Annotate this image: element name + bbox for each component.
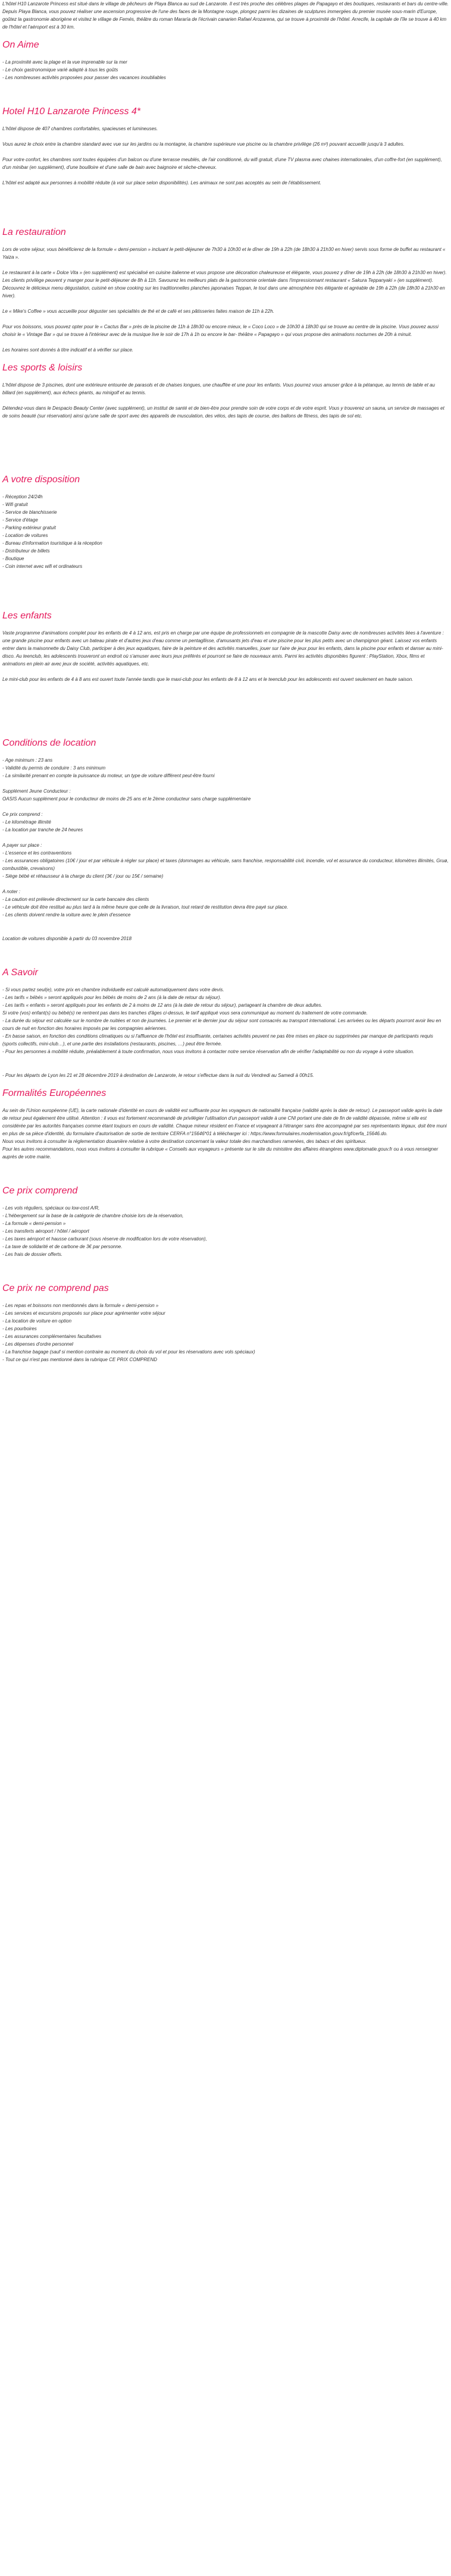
list-item: - La formule « demi-pension » [2, 1221, 66, 1226]
section-title-location: Conditions de location [2, 738, 96, 748]
list-item: - Réception 24/24h [2, 494, 43, 500]
location-group [2, 841, 449, 880]
list-item: - Parking extérieur gratuit [2, 525, 56, 530]
list-item: OASIS Aucun supplément pour le conducteur de moins de 25 ans et le 2ème conducteur sans charge supplémentaire [2, 796, 251, 802]
list-item: - Les pourboires [2, 1326, 37, 1331]
list-item: - Service de blanchisserie [2, 510, 57, 515]
location-note: Location de voitures disponible à partir du 03 novembre 2018 [2, 936, 132, 941]
list-item: A payer sur place : [2, 843, 42, 848]
paragraph: L'hôtel dispose de 407 chambres confortables, spacieuses et lumineuses. [2, 126, 158, 131]
list-item: - Wifi gratuit [2, 502, 28, 507]
paragraph: Lors de votre séjour, vous bénéficierez de la formule « demi-pension » incluant le petit-déjeuner de 7h30 à 10h30 et le dîner de 19h à 22h (de 18h30 à 21h30 en hiver) servis sous forme de buffet au restaurant « Yaiza ». [2, 247, 446, 260]
list-item: - Bureau d'information touristique à la réception [2, 541, 102, 546]
paragraph: Le « Mike's Coffee » vous accueille pour déguster ses spécialités de thé et de café et ses pâtisseries faites maison de 11h à 22h. [2, 309, 274, 314]
list-item: - Tout ce qui n'est pas mentionné dans la rubrique CE PRIX COMPREND [2, 1357, 158, 1362]
list-item: - Boutique [2, 556, 24, 561]
list-item: - Age minimum : 23 ans [2, 758, 53, 763]
list-item: Ce prix comprend : [2, 812, 43, 817]
on-aime-list [2, 58, 449, 81]
paragraph: Vous aurez le choix entre la chambre standard avec vue sur les jardins ou la montagne, la chambre supérieure vue piscine ou la chambre privilège (26 m²) pouvant accueillir jusqu'à 3 adultes. [2, 142, 405, 147]
list-item: - La caution est prélevée directement sur la carte bancaire des clients [2, 897, 149, 902]
list-item: Si votre (vos) enfant(s) ou bébé(s) ne rentrent pas dans les tranches d'âges ci-dessus, le tarif appliqué vous sera communiqué au moment du traitement de votre commande. [2, 1010, 368, 1016]
list-item: - Le véhicule doit être restitué au plus tard à la même heure que celle de la livraison, tout retard de restitution devra être payé sur place. [2, 904, 289, 910]
list-item: - Les nombreuses activités proposées pour passer des vacances inoubliables [2, 75, 166, 80]
list-item: - Coin internet avec wifi et ordinateurs [2, 564, 83, 569]
list-item: - La franchise bagage (sauf si mention contraire au moment du choix du vol et pour les réservations avec vols spéciaux) [2, 1349, 255, 1355]
list-item: - Les tarifs « bébés » seront appliqués pour les bébés de moins de 2 ans (à la date de retour du séjour). [2, 995, 221, 1000]
list-item: - L'essence et les contraventions [2, 850, 72, 856]
list-item: - Siège bébé et réhausseur à la charge du client (3€ / jour ou 15€ / semaine) [2, 874, 164, 879]
section-title-sports: Les sports & loisirs [2, 363, 83, 373]
list-item: - Distributeur de billets [2, 548, 50, 554]
section-title-savoir: A Savoir [2, 967, 38, 978]
section-title-disposition: A votre disposition [2, 475, 80, 485]
paragraph: Les horaires sont donnés à titre indicatif et à vérifier sur place. [2, 347, 134, 353]
list-item: - La durée du séjour est calculée sur le nombre de nuitées et non de journées. Le premier et le dernier jour du séjour sont consacrés au transport international. Les arrivées ou les départs pourront avoir lieu en cours de nuit en fonction des horaires imposés par les compagnies aériennes. [2, 1018, 441, 1031]
list-item: - Les repas et boissons non mentionnés dans la formule « demi-pension » [2, 1303, 159, 1308]
intro-text: L'hôtel H10 Lanzarote Princess est situé dans le village de pêcheurs de Playa Blanca au sud de Lanzarote. Il est très proche des célèbres plages de Papagayo et des boutiques, restaurants et bars du centre-ville. Depuis Playa Blanca, vous pouvez réaliser une ascension progressive de l'une des faces de la Montagne rouge, plongez parmi les dizaines de sculptures immergées du premier musée sous-marin d'Europe, goûtez la gastronomie aborigène et visitez le village de Femés, théâtre du roman Mararía de l'écrivain canarien Rafael Arozarena, qui se trouve à proximité de l'hôtel. Arrecife, la capitale de l'île se trouve à 40 km de l'hôtel et l'aéroport est à 30 km. [2, 1, 449, 30]
list-item: - Validité du permis de conduire : 3 ans minimum [2, 765, 106, 771]
list-item: - Les clients doivent rendre la voiture avec le plein d'essence [2, 912, 131, 918]
ne-comprend-pas-list [2, 1302, 449, 1364]
paragraph: Pour les autres recommandations, nous vous invitons à consulter la rubrique « Conseils aux voyageurs » présente sur le site du ministère des affaires étrangères www.diplomatie.gouv.fr ou à vous renseigner auprès de votre mairie. [2, 1146, 439, 1160]
list-item: - La proximité avec la plage et la vue imprenable sur la mer [2, 59, 127, 65]
list-item: - Les frais de dossier offerts. [2, 1252, 62, 1257]
list-item: - Les tarifs « enfants » seront appliqués pour les enfants de 2 à moins de 12 ans (à la date de retour du séjour), partageant la chambre de deux adultes. [2, 1003, 322, 1008]
list-item: - Les services et excursions proposés sur place pour agrémenter votre séjour [2, 1311, 165, 1316]
location-group [2, 756, 449, 780]
list-item: - Le choix gastronomique varié adapté à tous les goûts [2, 67, 118, 73]
section-title-enfants: Les enfants [2, 611, 52, 621]
paragraph: Pour vos boissons, vous pouvez opter pour le « Cactus Bar » près de la piscine de 11h à 18h30 ou encore mieux, le « Coco Loco » de 10h30 à 18h30 qui se trouve au centre de la piscine. Vous pouvez aussi choisir le « Vintage Bar » qui se trouve à l'intérieur avec de la musique live le soir de 17h à 1h ou encore le bar- théâtre « Papagayo » qui vous propose des animations nocturnes de 20h à minuit. [2, 324, 439, 337]
list-item: - Location de voitures [2, 533, 48, 538]
paragraph: Pour votre confort, les chambres sont toutes équipées d'un balcon ou d'une terrasse meublés, de l'air conditionné, du wifi gratuit, d'une TV plasma avec chaines internationales, d'un coffre-fort (en supplément), d'un minibar (en supplément), d'une bouilloire et d'une salle de bain avec baignoire et sèche-cheveux. [2, 157, 442, 170]
disposition-list [2, 493, 449, 570]
list-item: - L'hébergement sur la base de la catégorie de chambre choisie lors de la réservation, [2, 1213, 184, 1218]
paragraph: Détendez-vous dans le Despacio Beauty Center (avec supplément), un institut de santé et de bien-être pour prendre soin de votre corps et de votre esprit. Vous y trouverez un sauna, un service de massages et de soins beauté (sur réservation) ainsi qu'une salle de sport avec des appareils de musculation, des vélos, des tapis de course, des ballons de fitness, des tapis de sol etc. [2, 406, 444, 419]
list-item: - Les dépenses d'ordre personnel [2, 1342, 73, 1347]
list-item: - En basse saison, en fonction des conditions climatiques ou si l'affluence de l'hôtel est insuffisante, certaines activités peuvent ne pas être mises en place ou supprimées par manque de participants requis (sports collectifs, mini-club…), et une partie des installations (restaurants, piscines, …) peut être fermée. [2, 1033, 433, 1047]
list-item: - Les transferts aéroport / hôtel / aéroport [2, 1229, 89, 1234]
list-item: - Les vols réguliers, spéciaux ou low-cost A/R, [2, 1205, 100, 1211]
paragraph: Le mini-club pour les enfants de 4 à 8 ans est ouvert toute l'année tandis que le maxi-club pour les enfants de 8 à 12 ans et le teenclub pour les adolescents est ouvert seulement en haute saison. [2, 677, 414, 682]
section-title-restauration: La restauration [2, 227, 66, 237]
list-item: - Le kilométrage illimité [2, 819, 51, 825]
list-item: - Service d'étage [2, 517, 38, 523]
list-item: - La location par tranche de 24 heures [2, 827, 83, 833]
location-group [2, 811, 449, 834]
section-title-formalites: Formalités Européennes [2, 1088, 107, 1098]
paragraph: Vaste programme d'animations complet pour les enfants de 4 à 12 ans, est pris en charge par une équipe de professionnels en compagnie de la mascotte Daisy avec de nombreuses activités liées à l'aventure : une grande piscine pour enfants avec un bateau pirate et d'autres jeux d'eau comme un pentagllisse, d'amusants jets d'eau et une piscine pour les plus petits avec un champignon géant. Laissez vos enfants entrer dans la maisonnette du Daisy Club, participer à des jeux aquatiques, faire de la peinture et des activités manuelles, jouer sur l'aire de jeux pour les enfants, dans la piscine pour enfants et danser au mini-disco. Au teenclub, les adolescents trouveront un endroit où s'amuser avec leurs jeux préférés et pourront se faire de nouveaux amis. Parmi les activités disponibles figurent : PlayStation, Xbox, films et animations en plein air avec jeux de société, activités aquatiques, etc. [2, 630, 444, 667]
list-item: - Les taxes aéroport et hausse carburant (sous réserve de modification lors de votre réservation), [2, 1236, 207, 1242]
section-title-comprend: Ce prix comprend [2, 1186, 78, 1196]
list-item: - La similarité prenant en compte la puissance du moteur, un type de voiture différent peut-être fourni [2, 773, 215, 778]
list-item: - Les assurances obligatoires (10€ / jour et par véhicule à régler sur place) et taxes (dommages au véhicule, sans franchise, responsabilité civil, incendie, vol et assurance du conducteur, kilomètres illimités, Gruø, combustible, crevaisons) [2, 858, 449, 871]
list-item: A noter : [2, 889, 20, 894]
paragraph: Le restaurant à la carte « Dolce Vita » (en supplément) est spécialisé en cuisine italienne et vous propose une décoration chaleureuse et élégante, vous pouvez y dîner de 19h à 22h (de 18h30 à 21h30 en hiver). Les clients privilège peuvent y manger pour le petit-déjeuner de 8h à 11h. Savourez les meilleurs plats de la gastronomie orientale dans l'impressionnant restaurant « Sakura Teppanyaki » (en supplément). Découvrez le délicieux menu dégustation, cuisiné en show cooking sur les traditionnelles planches japonaises Teppan, le tout dans une atmosphère très élégante et agréable de 19h à 22h (de 18h30 à 21h30 en hiver). [2, 270, 447, 299]
list-item: Supplément Jeune Conducteur : [2, 788, 71, 794]
paragraph: L'hôtel dispose de 3 piscines, dont une extérieure entourée de parasols et de chaises longues, une chauffée et une pour les enfants. Vous pourrez vous amuser grâce à la pétanque, au tennis de table et au billard (en supplément), aux échecs géants, au minigolf et au tennis. [2, 382, 436, 395]
savoir-list [2, 986, 449, 1055]
flight-note: - Pour les départs de Lyon les 21 et 28 décembre 2019 à destination de Lanzarote, le retour s'effectue dans la nuit du Vendredi au Samedi à 00h15. [2, 1073, 314, 1078]
section-title-hotel: Hotel H10 Lanzarote Princess 4* [2, 106, 141, 117]
comprend-list [2, 1204, 449, 1258]
list-item: - La location de voiture en option [2, 1318, 72, 1324]
list-item: - Si vous partez seul(e), votre prix en chambre individuelle est calculé automatiquement dans votre devis. [2, 987, 224, 992]
section-title-on-aime: On Aime [2, 40, 39, 50]
location-group [2, 787, 449, 803]
list-item: - Pour les personnes à mobilité réduite, préalablement à toute confirmation, nous vous invitons à contacter notre service réservation afin de vérifier l'adaptabilité ou non du voyage à votre situation. [2, 1049, 415, 1054]
section-title-ne-comprend-pas: Ce prix ne comprend pas [2, 1283, 109, 1293]
paragraph: Nous vous invitons à consulter la réglementation douanière relative à votre destination concernant la valeur totale des marchandises ramenées, des tabacs et des spiritueux. [2, 1139, 367, 1144]
paragraph: Au sein de l'Union européenne (UE), la carte nationale d'identité en cours de validité est suffisante pour les voyageurs de nationalité française (validité après la date de retour). Le passeport valide après la date de retour peut également être utilisé. Attention : il vous est fortement recommandé de privilégier l'utilisation d'un passeport valide à une CNI portant une date de fin de validité dépassée, même si elle est considérée par les autorités françaises comme étant toujours en cours de validité. Chaque mineur résident en France et voyageant à l'étranger sans être accompagné par ses représentants légaux, doit être muni en plus de sa pièce d'identité, du formulaire d'autorisation de sortie de territoire CERFA n°15646*01 à télécharger ici : https://www.formulaires.modernisation.gouv.fr/gf/cerfa_15646.do. [2, 1108, 447, 1136]
formalites-block [2, 1107, 449, 1161]
paragraph: L'hôtel est adapté aux personnes à mobilité réduite (à voir sur place selon disponibilités). Les animaux ne sont pas acceptés au sein de l'établissement. [2, 180, 321, 186]
list-item: - Les assurances complémentaires facultatives [2, 1334, 102, 1339]
location-group [2, 888, 449, 919]
list-item: - La taxe de solidarité et de carbone de 3€ par personne. [2, 1244, 123, 1249]
